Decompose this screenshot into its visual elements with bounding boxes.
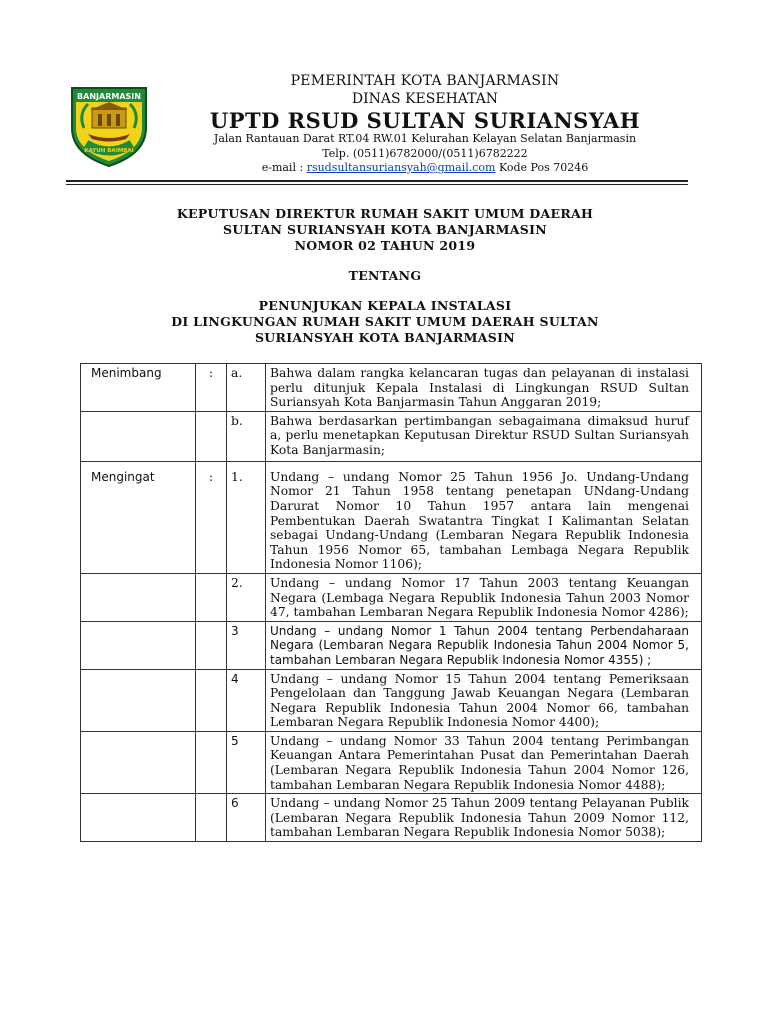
item-text: Bahwa dalam rangka kelancaran tugas dan pelayanan di instalasi perlu ditunjuk Kepala Instalasi di Lingkungan RSUD Sultan Suriansyah Kota Banjarmasin Tahun Anggaran 2019;	[266, 364, 702, 412]
item-text: Undang – undang Nomor 33 Tahun 2004 tentang Perimbangan Keuangan Antara Pemerintahan Pusat dan Pemerintahan Daerah (Lembaran Negara Republik Indonesia Tahun 2004 Nomor 126, tambahan Lembaran Negara Republik Indonesia Nomor 4488);	[266, 731, 702, 793]
table-row	[81, 731, 702, 793]
logo-title-text: BANJARMASIN	[77, 92, 141, 101]
table-row	[81, 573, 702, 621]
menimbang-label: Menimbang	[81, 364, 196, 412]
letterhead-agency: DINAS KESEHATAN	[351, 91, 499, 107]
decree-subject-line-2: DI LINGKUNGAN RUMAH SAKIT UMUM DAERAH SULTAN	[171, 314, 599, 329]
item-text: Undang – undang Nomor 25 Tahun 1956 Jo. Undang-Undang Nomor 21 Tahun 1958 tentang penetapan UNdang-Undang Darurat Nomor 10 Tahun 1957 antara lain mengenai Pembentukan Daerah Swatantra Tingkat I Kalimantan Selatan sebagai Undang-Undang (Lembaran Negara Republik Indonesia Tahun 1956 Nomor 65, tambahan Lembaga Negara Republik Indonesia Nomor 1106);	[266, 461, 702, 573]
item-text: Undang – undang Nomor 17 Tahun 2003 tentang Keuangan Negara (Lembaga Negara Republik Indonesia Tahun 2003 Nomor 47, tambahan Lembaran Negara Republik Indonesia Nomor 4286);	[266, 573, 702, 621]
letterhead-divider-thin	[66, 184, 688, 185]
item-number: 6	[227, 794, 266, 842]
mengingat-label: Mengingat	[81, 461, 196, 573]
letterhead-contact	[170, 161, 680, 174]
item-number: b.	[227, 411, 266, 461]
item-number: a.	[227, 364, 266, 412]
letterhead-divider-thick	[66, 180, 688, 182]
table-row	[81, 669, 702, 731]
item-text: Undang – undang Nomor 25 Tahun 2009 tentang Pelayanan Publik (Lembaran Negara Republik Indonesia Tahun 2009 Nomor 112, tambahan Lembaran Negara Republik Indonesia Nomor 5038);	[266, 794, 702, 842]
city-emblem-logo	[66, 84, 152, 168]
decree-number: NOMOR 02 TAHUN 2019	[294, 238, 476, 253]
decree-subject-line-1: PENUNJUKAN KEPALA INSTALASI	[258, 298, 512, 313]
colon: :	[196, 364, 227, 412]
item-number: 3	[227, 621, 266, 669]
email-label: e-mail :	[261, 161, 304, 174]
table-row	[81, 461, 702, 573]
table-row	[81, 621, 702, 669]
considerations-table	[80, 363, 702, 842]
postcode: Kode Pos 70246	[498, 161, 589, 174]
item-number: 1.	[227, 461, 266, 573]
item-text: Bahwa berdasarkan pertimbangan sebagaimana dimaksud huruf a, perlu menetapkan Keputusan Direktur RSUD Sultan Suriansyah Kota Banjarmasin;	[266, 411, 702, 461]
table-row	[81, 411, 702, 461]
letterhead-address: Jalan Rantauan Darat RT.04 RW.01 Kelurahan Kelayan Selatan Banjarmasin	[213, 132, 637, 145]
letterhead-hospital: UPTD RSUD SULTAN SURIANSYAH	[209, 108, 641, 133]
decree-subject-line-3: SURIANSYAH KOTA BANJARMASIN	[254, 330, 515, 345]
colon: :	[196, 461, 227, 573]
letterhead-government: PEMERINTAH KOTA BANJARMASIN	[290, 73, 560, 89]
decree-title-line-1: KEPUTUSAN DIREKTUR RUMAH SAKIT UMUM DAERAH	[176, 206, 594, 221]
item-number: 5	[227, 731, 266, 793]
email-link[interactable]: rsudsultansuriansyah@gmail.com	[306, 161, 496, 174]
item-text: Undang – undang Nomor 15 Tahun 2004 tentang Pemeriksaan Pengelolaan dan Tanggung Jawab Keuangan Negara (Lembaran Negara Republik Indonesia Tahun 2004 Nomor 66, tambahan Lembaran Negara Republik Indonesia Nomor 4400);	[266, 669, 702, 731]
letterhead-phone: Telp. (0511)6782000/(0511)6782222	[322, 147, 528, 160]
decree-about: TENTANG	[348, 268, 422, 283]
table-row	[81, 364, 702, 412]
table-row	[81, 794, 702, 842]
logo-motto-text: KAYUH BAIMBAI	[84, 148, 134, 154]
item-text: Undang – undang Nomor 1 Tahun 2004 tentang Perbendaharaan Negara (Lembaran Negara Republik Indonesia Tahun 2004 Nomor 5, tambahan Lembaran Negara Republik Indonesia Nomor 4355) ;	[266, 621, 702, 669]
item-number: 2.	[227, 573, 266, 621]
decree-title-line-2: SULTAN SURIANSYAH KOTA BANJARMASIN	[223, 222, 547, 237]
item-number: 4	[227, 669, 266, 731]
